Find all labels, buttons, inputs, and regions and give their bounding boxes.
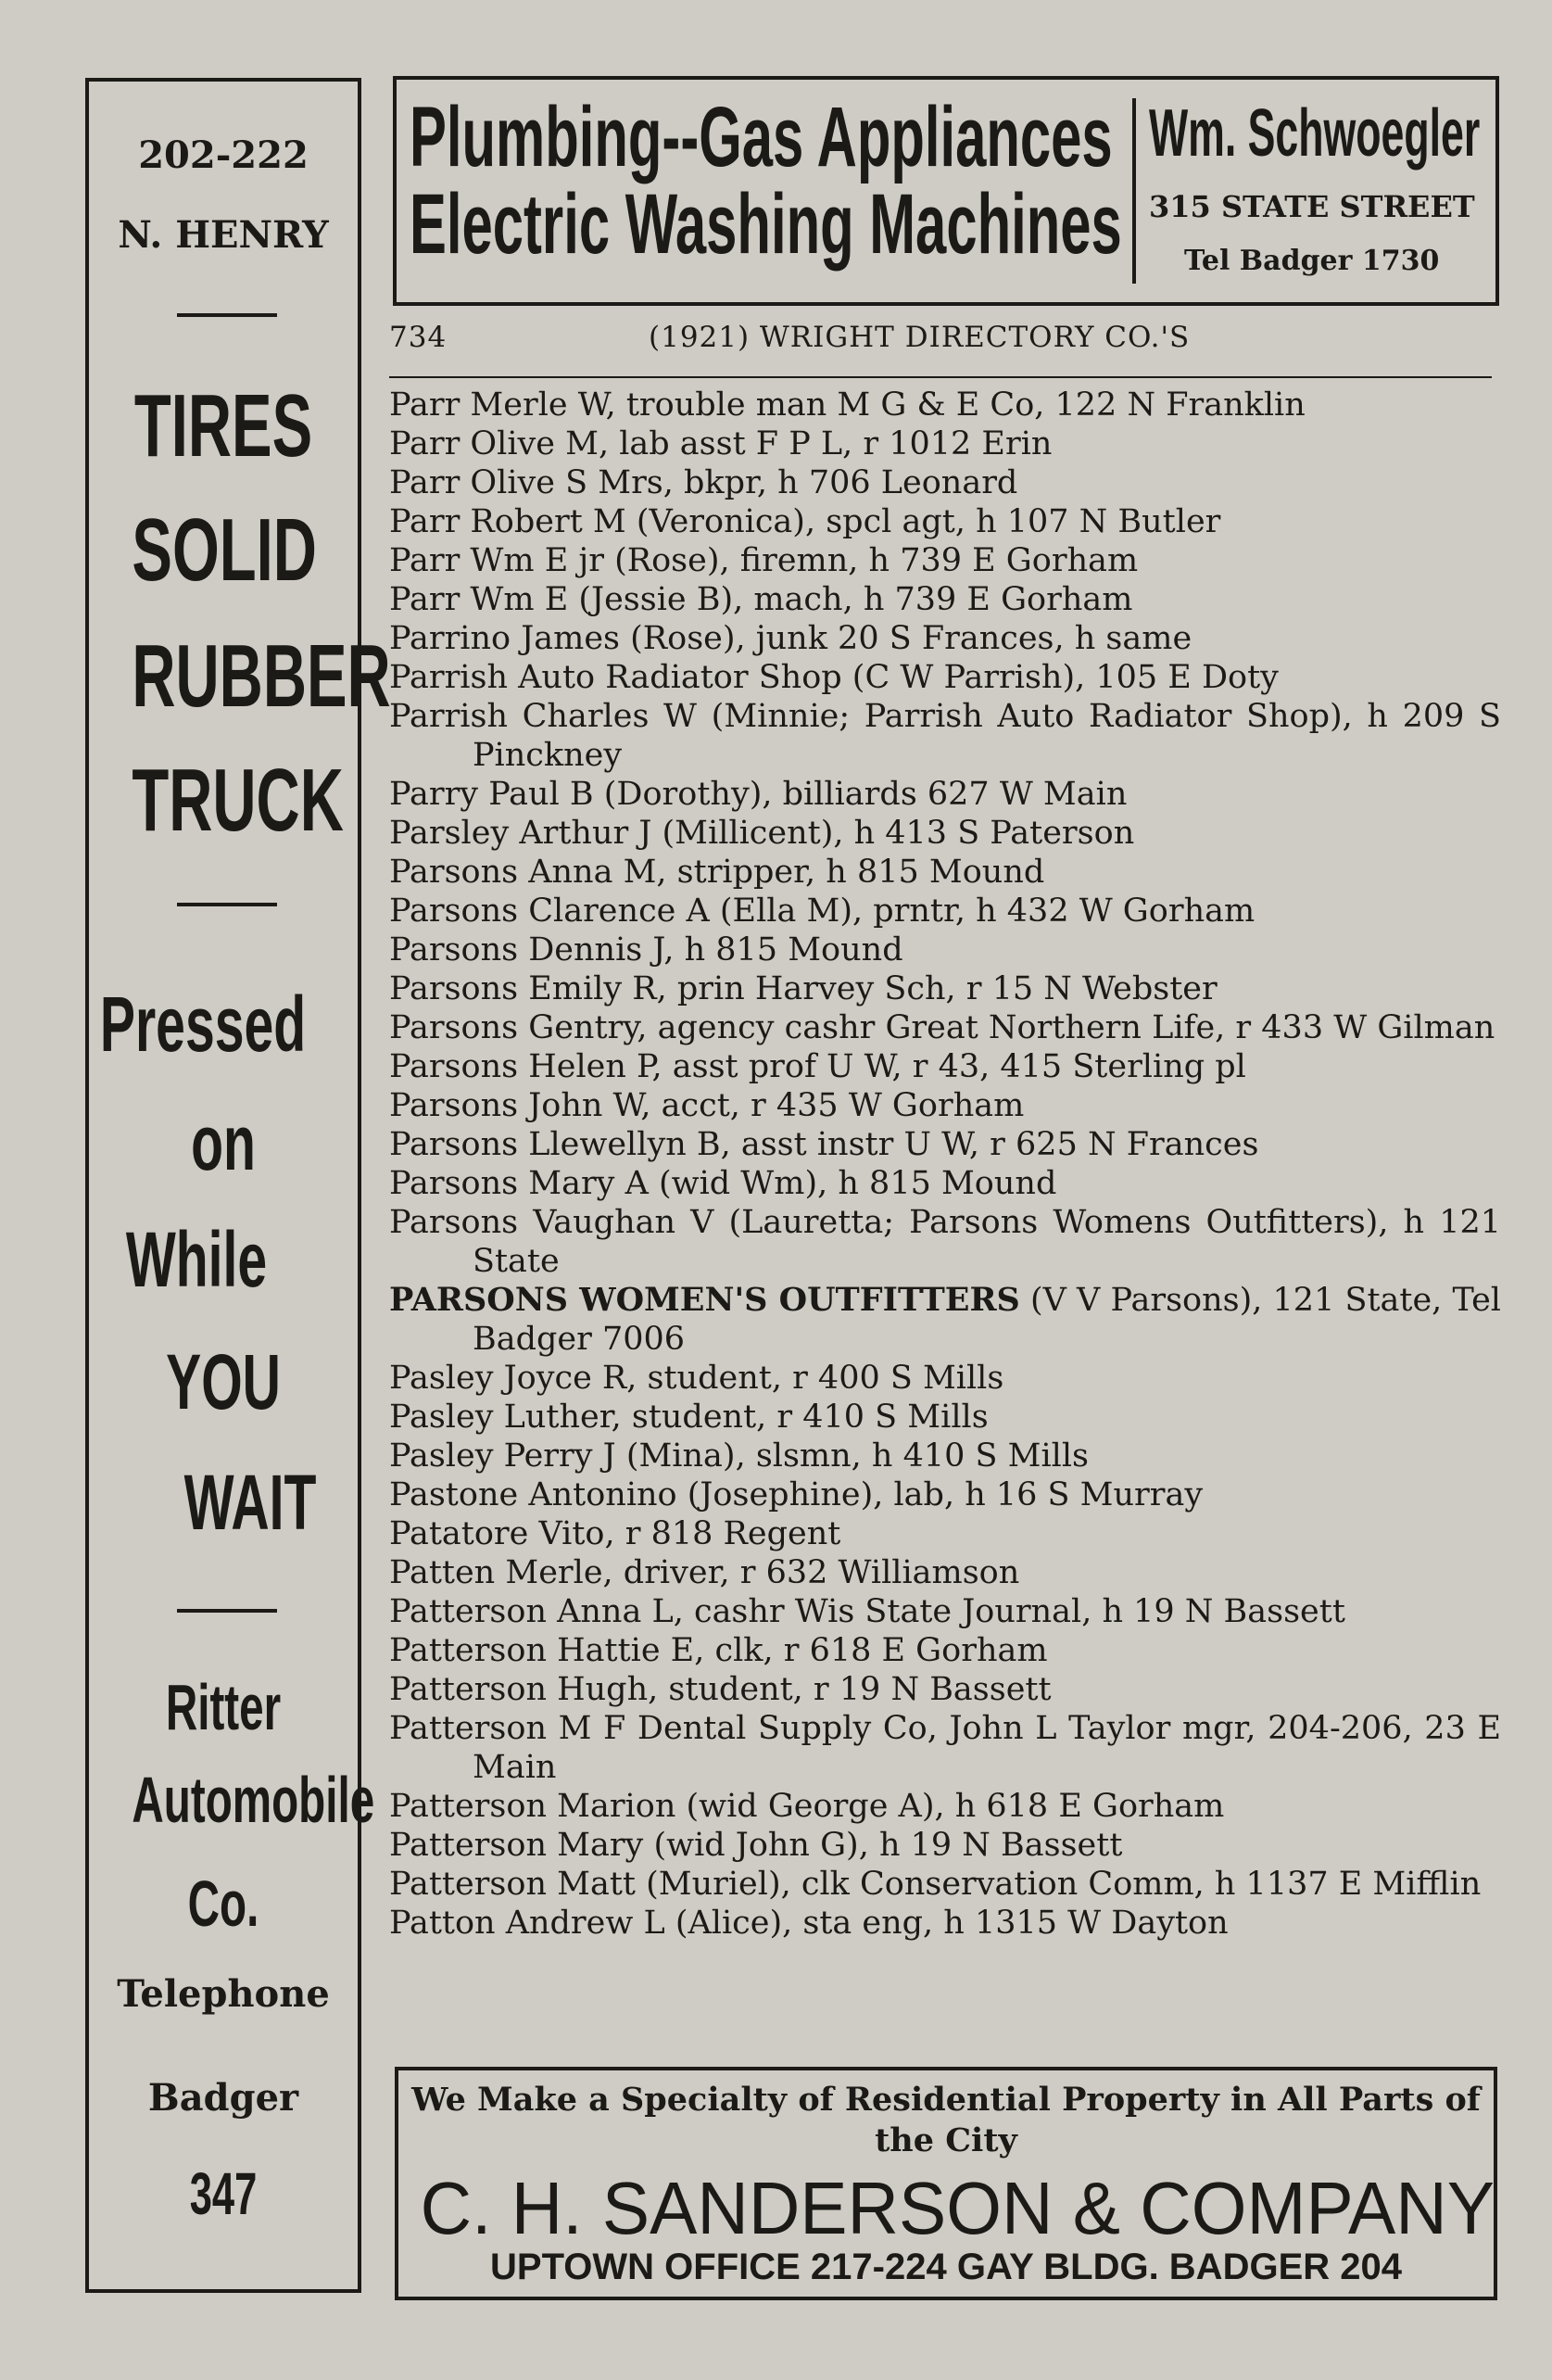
- sidebar-company-automobile: Automobile: [132, 1764, 375, 1836]
- header-rule: [389, 376, 1492, 378]
- list-item: Patterson M F Dental Supply Co, John L Taylor mgr, 204-206, 23 E Main: [389, 1710, 1501, 1786]
- sidebar-divider: [177, 903, 277, 906]
- list-item: Parry Paul B (Dorothy), billiards 627 W Main: [389, 776, 1128, 813]
- sidebar-solid: SOLID: [132, 500, 317, 600]
- top-ad-phone: Tel Badger 1730: [1184, 245, 1440, 277]
- sidebar-telephone-number: 347: [189, 2160, 258, 2227]
- bold-entry-rest: (V V Parsons), 121 State, Tel Badger 7006: [473, 1282, 1501, 1358]
- bold-entry-name: PARSONS WOMEN'S OUTFITTERS: [389, 1281, 1020, 1319]
- bottom-ad-tagline: We Make a Specialty of Residential Property in All Parts of the City: [411, 2081, 1481, 2159]
- list-item: Parsley Arthur J (Millicent), h 413 S Paterson: [389, 815, 1135, 852]
- top-ad-plumbing: Plumbing--Gas Appliances: [410, 90, 1113, 184]
- top-ad-address: 315 STATE STREET: [1149, 189, 1475, 224]
- list-item: Parsons Helen P, asst prof U W, r 43, 415 Sterling pl: [389, 1048, 1246, 1085]
- list-item: Parsons Llewellyn B, asst instr U W, r 625 N Frances: [389, 1126, 1259, 1163]
- list-item: Parrish Auto Radiator Shop (C W Parrish), 105 E Doty: [389, 659, 1279, 696]
- list-item: Parrish Charles W (Minnie; Parrish Auto Radiator Shop), h 209 S Pinckney: [389, 698, 1501, 774]
- list-item: Pasley Joyce R, student, r 400 S Mills: [389, 1360, 1004, 1397]
- list-item: Patten Merle, driver, r 632 Williamson: [389, 1554, 1020, 1591]
- top-ad-divider: [1132, 98, 1136, 284]
- list-item: Pasley Luther, student, r 410 S Mills: [389, 1399, 989, 1436]
- bottom-ad-office: UPTOWN OFFICE 217-224 GAY BLDG. BADGER 204: [490, 2247, 1402, 2287]
- list-item: Parr Olive M, lab asst F P L, r 1012 Erin: [389, 425, 1053, 462]
- list-item: Parr Olive S Mrs, bkpr, h 706 Leonard: [389, 464, 1018, 501]
- bottom-ad-company: C. H. SANDERSON & COMPANY: [420, 2167, 1495, 2249]
- list-item: Patterson Hugh, student, r 19 N Bassett: [389, 1671, 1052, 1708]
- sidebar-rubber: RUBBER: [132, 627, 391, 726]
- list-item: Parr Wm E (Jessie B), mach, h 739 E Gorham: [389, 581, 1133, 618]
- list-item: Parsons Mary A (wid Wm), h 815 Mound: [389, 1165, 1057, 1202]
- sidebar-on: on: [191, 1099, 256, 1186]
- list-item: Patterson Anna L, cashr Wis State Journal, h 19 N Bassett: [389, 1593, 1345, 1630]
- sidebar-while: While: [125, 1216, 268, 1303]
- list-item: Pasley Perry J (Mina), slsmn, h 410 S Mills: [389, 1437, 1089, 1475]
- page-title: (1921) WRIGHT DIRECTORY CO.'S: [649, 321, 1191, 354]
- list-item: Parr Wm E jr (Rose), firemn, h 739 E Gorham: [389, 542, 1139, 579]
- list-item: Parr Robert M (Veronica), spcl agt, h 107 N Butler: [389, 503, 1221, 540]
- list-item: Parrino James (Rose), junk 20 S Frances, h same: [389, 620, 1192, 657]
- sidebar-wait: WAIT: [183, 1459, 317, 1546]
- list-item: Parsons Gentry, agency cashr Great Northern Life, r 433 W Gilman: [389, 1009, 1495, 1046]
- list-item: Parsons Vaughan V (Lauretta; Parsons Womens Outfitters), h 121 State: [389, 1204, 1501, 1280]
- list-item: Pastone Antonino (Josephine), lab, h 16 S Murray: [389, 1476, 1204, 1513]
- sidebar-divider: [177, 1609, 277, 1613]
- top-ad: [393, 76, 1499, 306]
- list-item: Patatore Vito, r 818 Regent: [389, 1515, 841, 1552]
- list-item: Parsons Clarence A (Ella M), prntr, h 432 W Gorham: [389, 892, 1255, 930]
- sidebar-tires: TIRES: [133, 376, 313, 475]
- list-item: Patton Andrew L (Alice), sta eng, h 1315 W Dayton: [389, 1905, 1229, 1942]
- sidebar-address-street: N. HENRY: [118, 213, 329, 257]
- sidebar-pressed: Pressed: [99, 981, 307, 1068]
- list-item: Parsons Anna M, stripper, h 815 Mound: [389, 854, 1045, 891]
- list-item: Patterson Mary (wid John G), h 19 N Bassett: [389, 1827, 1123, 1864]
- top-ad-washing-machines: Electric Washing Machines: [410, 177, 1122, 272]
- sidebar-telephone-label: Telephone: [117, 1972, 330, 2016]
- bottom-ad: [395, 2067, 1497, 2300]
- list-item: Patterson Matt (Muriel), clk Conservation Comm, h 1137 E Mifflin: [389, 1866, 1482, 1903]
- list-item: Patterson Hattie E, clk, r 618 E Gorham: [389, 1632, 1048, 1669]
- sidebar-divider: [177, 313, 277, 317]
- page-number: 734: [389, 321, 448, 354]
- list-item-bold: [389, 1281, 1501, 1359]
- sidebar-you: YOU: [166, 1338, 281, 1425]
- list-item: Parr Merle W, trouble man M G & E Co, 122 N Franklin: [389, 386, 1306, 424]
- list-item: Patterson Marion (wid George A), h 618 E Gorham: [389, 1788, 1225, 1825]
- list-item: Parsons Dennis J, h 815 Mound: [389, 931, 903, 968]
- sidebar-address-number: 202-222: [138, 133, 309, 177]
- page-header: [389, 321, 1492, 361]
- sidebar-telephone-exchange: Badger: [147, 2076, 299, 2120]
- sidebar-company-ritter: Ritter: [165, 1671, 282, 1743]
- sidebar-ad: [85, 78, 391, 2293]
- list-item: Parsons Emily R, prin Harvey Sch, r 15 N Webster: [389, 970, 1218, 1007]
- sidebar-truck: TRUCK: [132, 751, 344, 850]
- top-ad-name: Wm. Schwoegler: [1149, 96, 1481, 171]
- directory-entries: [389, 386, 1501, 1943]
- list-item: Parsons John W, acct, r 435 W Gorham: [389, 1087, 1025, 1124]
- sidebar-company-co: Co.: [187, 1867, 259, 1940]
